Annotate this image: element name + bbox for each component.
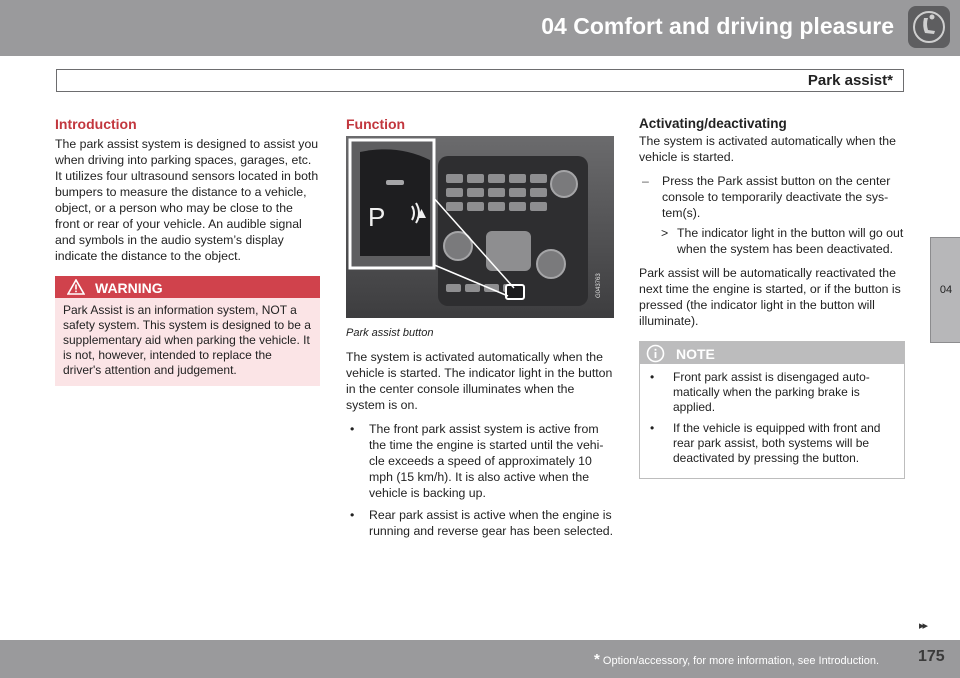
park-assist-button-figure — [346, 136, 614, 318]
page-number: 175 — [918, 648, 945, 665]
warning-triangle-icon — [67, 279, 85, 299]
chapter-tab-label: 04 — [939, 284, 953, 296]
bullet-icon: • — [650, 421, 655, 435]
footer-note-text: Option/accessory, for more information, see Introduction. — [599, 655, 880, 667]
function-bullet-list — [346, 421, 614, 539]
section-header-box — [56, 69, 904, 92]
bullet-icon: • — [650, 370, 655, 384]
warning-text: Park Assist is an information system, NOT a safety system. This system is designed to be a supplementary aid when parking the vehicle. It is not, however, intended to replace the driver's attention and judgement. — [63, 303, 311, 377]
figure-id: G043763 — [596, 273, 602, 298]
note-body — [640, 364, 904, 478]
activating-paragraph: Park assist will be automatically reactivated the next time the engine is started, or if the button is pressed (the indicator light in the button will illuminate). — [639, 266, 901, 328]
result-text: The indicator light in the button will go out when the system has been deactivated. — [677, 226, 904, 256]
note-box — [639, 341, 905, 479]
introduction-paragraph: The park assist system is designed to assist you when driving into parking spaces, garages, etc. It utilizes four ultrasound sensors located in both bumpers to measure the distance to a vehicle, object, or a person who may be close to the front or rear of your vehicle. An audible signal and symbols in the audio system’s display indicate the distance to the object. — [55, 137, 319, 263]
function-paragraph: The system is activated automatically when the vehicle is started. The indicator light in the button in the center console illuminates when the system is on. — [346, 350, 613, 412]
bullet-icon: • — [350, 422, 355, 436]
note-label: NOTE — [676, 346, 715, 362]
introduction-heading: Introduction — [55, 116, 137, 132]
note-bullet-text: If the vehicle is equipped with front and rear park assist, both systems will be deactivated by pressing the button. — [673, 421, 881, 465]
chapter-header — [0, 0, 960, 56]
function-heading: Function — [346, 116, 406, 132]
warning-header — [55, 276, 320, 298]
seat-icon — [908, 6, 950, 48]
list-item — [640, 421, 896, 466]
info-icon — [646, 344, 665, 367]
note-bullet-list — [640, 370, 896, 466]
list-item — [640, 370, 896, 415]
footer-note — [594, 651, 879, 668]
list-item — [346, 507, 614, 539]
activating-heading: Activating/deactivating — [639, 116, 787, 131]
column-introduction — [55, 116, 320, 386]
page-footer — [0, 640, 960, 678]
procedure-result — [639, 225, 905, 257]
bullet-icon: • — [350, 508, 355, 522]
figure-caption: Park assist button — [346, 327, 434, 339]
chapter-title: 04 Comfort and driving pleasure — [541, 13, 894, 39]
note-header — [640, 342, 904, 364]
step-marker: – — [642, 174, 649, 188]
bullet-text: The front park assist system is active from the time the engine is started until the vehicle exceeds a speed of approximately 10 mph (15 km/h). It is also active when the vehicle is backing up. — [369, 422, 604, 500]
list-item — [346, 421, 614, 501]
procedure-step — [639, 173, 905, 221]
step-text: Press the Park assist button on the center console to temporarily deactivate the system(s). — [662, 174, 891, 220]
column-activating — [639, 116, 905, 479]
warning-label: WARNING — [95, 280, 163, 296]
center-console-illustration — [346, 136, 614, 318]
note-bullet-text: Front park assist is disengaged automatically when the parking brake is applied. — [673, 370, 870, 414]
section-title: Park assist* — [807, 72, 893, 89]
column-function — [346, 116, 614, 545]
activating-intro: The system is activated automatically when the vehicle is started. — [639, 134, 896, 164]
footer-asterisk: * — [594, 651, 600, 668]
result-marker: > — [661, 226, 669, 240]
bullet-text: Rear park assist is active when the engine is running and reverse gear has been selected. — [369, 508, 614, 538]
figure-button-label: P — [368, 202, 386, 232]
chapter-tab[interactable] — [930, 237, 960, 343]
warning-box — [55, 276, 320, 386]
next-page-arrows[interactable]: ▸▸ — [919, 620, 927, 632]
